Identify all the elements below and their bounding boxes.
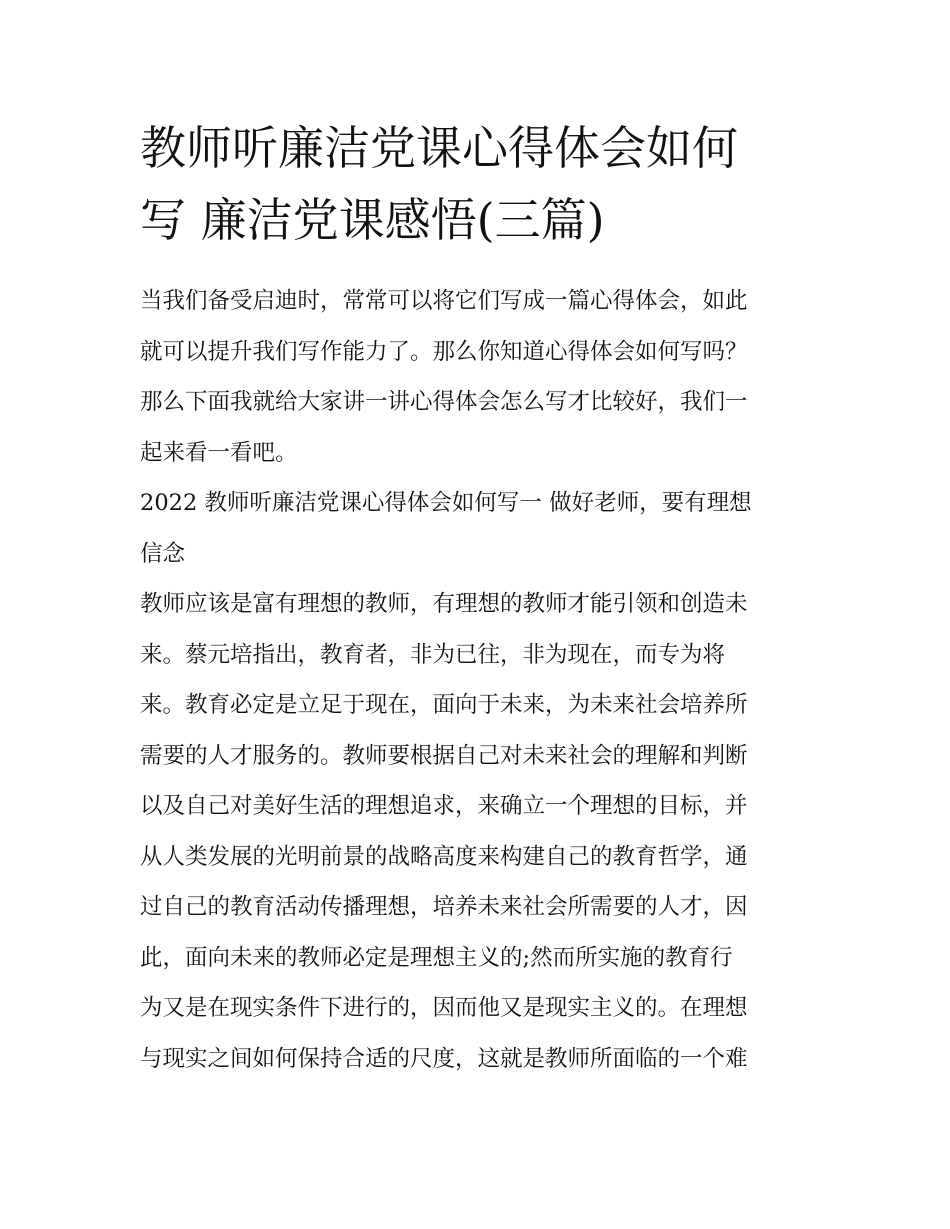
title-line: 教师听廉洁党课心得体会如何 — [140, 121, 738, 175]
body-line: 与现实之间如何保持合适的尺度，这就是教师所面临的一个难 — [140, 1045, 748, 1072]
intro-paragraph — [140, 276, 820, 478]
body-line: 从人类发展的光明前景的战略高度来构建自己的教育哲学，通 — [140, 843, 748, 870]
body-line: 教师应该是富有理想的教师，有理想的教师才能引领和创造未 — [140, 591, 748, 617]
body-paragraph — [140, 579, 820, 1084]
document-content — [140, 112, 820, 1084]
intro-line: 就可以提升我们写作能力了。那么你知道心得体会如何写吗？ — [140, 338, 748, 365]
body-line: 过自己的教育活动传播理想，培养未来社会所需要的人才，因 — [140, 894, 748, 920]
document-title — [140, 112, 820, 256]
intro-line: 起来看一看吧。 — [140, 439, 298, 466]
body-line: 需要的人才服务的。教师要根据自己对未来社会的理解和判断 — [140, 742, 748, 769]
section-heading-line: 2022 教师听廉洁党课心得体会如何写一 做好老师，要有理想 — [140, 490, 752, 516]
intro-line: 当我们备受启迪时，常常可以将它们写成一篇心得体会，如此 — [140, 288, 748, 314]
body-line: 以及自己对美好生活的理想追求，来确立一个理想的目标，并 — [140, 793, 748, 819]
body-line: 为又是在现实条件下进行的，因而他又是现实主义的。在理想 — [140, 995, 748, 1021]
body-line: 来。蔡元培指出，教育者，非为已往，非为现在，而专为将 — [140, 641, 726, 668]
title-line: 写 廉洁党课感悟(三篇) — [140, 193, 605, 247]
body-line: 来。教育必定是立足于现在，面向于未来，为未来社会培养所 — [140, 692, 748, 718]
body-line: 此，面向未来的教师必定是理想主义的;然而所实施的教育行 — [140, 944, 733, 971]
intro-line: 那么下面我就给大家讲一讲心得体会怎么写才比较好，我们一 — [140, 389, 748, 415]
section-heading-line: 信念 — [140, 540, 186, 567]
section-heading — [140, 478, 820, 579]
